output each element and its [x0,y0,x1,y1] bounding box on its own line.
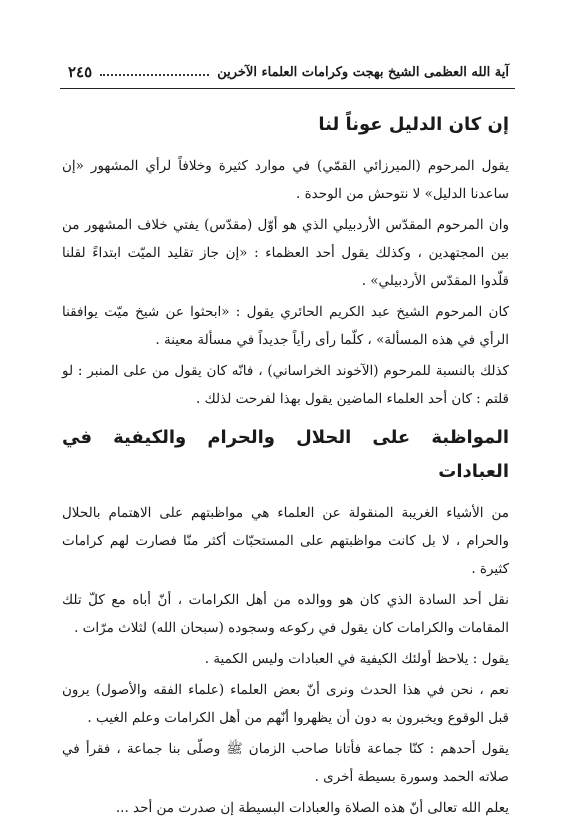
header-title: آية الله العظمى الشيخ بهجت وكرامات العلماء الآخرين [217,64,509,80]
paragraph: نقل أحد السادة الذي كان هو ووالده من أهل الكرامات ، أنّ أباه مع كلّ تلك المقامات والكرامات كان يقول في ركوعه وسجوده (سبحان الله) لثلاث مرّات . [62,592,509,636]
page-number: ٢٤٥ [68,63,93,81]
paragraph: كان المرحوم الشيخ عبد الكريم الحائري يقول : «ابحثوا عن شيخ ميّت يوافقنا الرأي في هذه المسألة» ، كلّما رأى رأياً جديداً في مسألة معينة . [62,304,509,348]
page-body [62,100,509,825]
paragraph: كذلك بالنسبة للمرحوم (الآخوند الخراساني) ، فانّه كان يقول من على المنبر : لو قلتم : كان أحد العلماء الماضين يقول بهذا لفرحت لذلك . [62,363,509,407]
section-heading: إن كان الدليل عوناً لنا [318,114,509,135]
running-header [68,58,509,86]
paragraph: من الأشياء الغريبة المنقولة عن العلماء هي مواظبتهم على الاهتمام بالحلال والحرام ، لا بل كانت مواظبتهم على المستحبّات أكثر منّا فصارت لهم كرامات كثيرة . [62,505,509,577]
paragraph: نعم ، نحن في هذا الحدث ونرى أنّ بعض العلماء (علماء الفقه والأصول) يرون قبل الوقوع ويخبرون به دون أن يظهروا أنّهم من أهل الكرامات وعلم الغيب . [62,682,509,726]
paragraph: يقول : يلاحظ أولئك الكيفية في العبادات وليس الكمية . [204,651,509,667]
header-rule [60,88,515,89]
paragraph: يعلم الله تعالى أنّ هذه الصلاة والعبادات البسيطة إن صدرت من أحد ... [115,800,509,816]
header-leader-dots [100,74,209,76]
paragraph: يقول المرحوم (الميرزائي القمّي) في موارد كثيرة وخلافاً لرأي المشهور «إن ساعدنا الدليل» لا نتوحش من الوحدة . [62,158,509,202]
paragraph: وان المرحوم المقدّس الأردبيلي الذي هو أوّل (مقدّس) يفتي خلاف المشهور من بين المجتهدين ، وكذلك يقول أحد العظماء : «إن جاز تقليد الميّت ابتداءً لقلنا قلّدوا المقدّس الأردبيلي» . [62,217,509,289]
section-heading: المواظبة على الحلال والحرام والكيفية في العبادات [62,427,509,482]
paragraph: يقول أحدهم : كنّا جماعة فأتانا صاحب الزمان ﷺ وصلّى بنا جماعة ، فقرأ في صلاته الحمد وسورة بسيطة أخرى . [62,741,509,785]
